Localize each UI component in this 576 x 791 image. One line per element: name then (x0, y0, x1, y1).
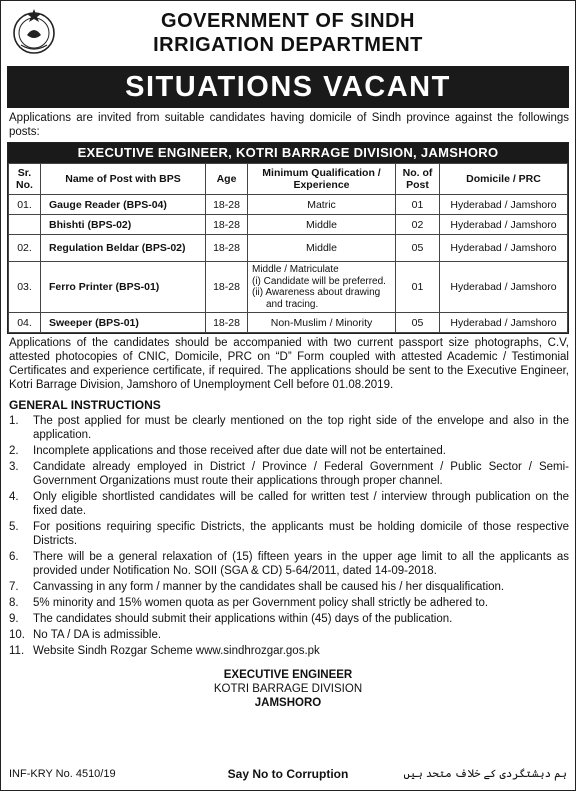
table-row (9, 215, 568, 235)
instruction-item: 11. Website Sindh Rozgar Scheme www.sindhrozgar.gos.pk (9, 645, 320, 657)
footer (9, 766, 567, 782)
department-title: IRRIGATION DEPARTMENT (153, 34, 423, 56)
age-cell: 18-28 (206, 195, 248, 215)
instructions-list (9, 414, 569, 658)
qualification-line: (ii) Awareness about drawing (252, 287, 381, 298)
sr-no-cell: 02. (9, 235, 41, 262)
instruction-item: 6. There will be a general relaxation of (15) fifteen years in the upper age limit to all the applicants as provided under Notification No. SOII (SGA & CD) 5-64/2011, dated 14-09-2018. (9, 551, 569, 577)
table-row (9, 195, 568, 215)
table-row (9, 235, 568, 262)
urdu-slogan: ہم دہشتگردی کے خلاف متحد ہیں (403, 768, 567, 780)
instruction-item: 4. Only eligible shortlisted candidates will be called for written test / interview through publication on the fixed date. (9, 491, 569, 517)
qualification-line: and tracing. (266, 298, 319, 310)
post-count-cell: 02 (396, 215, 440, 235)
table-row (9, 313, 568, 333)
column-header: No. of Post (396, 164, 440, 195)
instruction-item: 5. For positions requiring specific Districts, the applicants must be holding domicile of those respective Districts. (9, 521, 569, 547)
signatory-location: JAMSHORO (254, 697, 322, 709)
qualification-cell: Middle (248, 215, 396, 235)
instruction-item: 8. 5% minority and 15% women quota as per Government policy shall strictly be adhered to. (9, 597, 489, 609)
posts-table (8, 163, 568, 333)
age-cell: 18-28 (206, 313, 248, 333)
post-count-cell: 01 (396, 195, 440, 215)
post-name-cell: Bhishti (BPS-02) (41, 215, 206, 235)
qualification-line: (i) Candidate will be preferred. (252, 275, 386, 287)
qualification-cell (248, 262, 396, 313)
sr-no-cell (9, 215, 41, 235)
post-count-cell: 05 (396, 235, 440, 262)
posts-table-container (7, 142, 569, 334)
age-cell: 18-28 (206, 235, 248, 262)
situations-vacant-banner: SITUATIONS VACANT (7, 66, 569, 108)
column-header: Minimum Qualification / Experience (248, 164, 396, 195)
instruction-item: 7. Canvassing in any form / manner by the candidates shall be caused his / her disqualification. (9, 581, 505, 593)
signatory-title: EXECUTIVE ENGINEER (223, 669, 353, 681)
signature-block (1, 668, 575, 710)
instruction-item: 1. The post applied for must be clearly mentioned on the top right side of the envelope and also in the application. (9, 415, 569, 441)
post-name-cell: Sweeper (BPS-01) (41, 313, 206, 333)
domicile-cell: Hyderabad / Jamshoro (440, 215, 568, 235)
age-cell: 18-28 (206, 262, 248, 313)
column-header: Domicile / PRC (440, 164, 568, 195)
qualification-cell: Matric (248, 195, 396, 215)
table-row (9, 262, 568, 313)
domicile-cell: Hyderabad / Jamshoro (440, 235, 568, 262)
application-requirements-text: Applications of the candidates should be accompanied with two current passport size photographs, C.V, attested photocopies of CNIC, Domicile, PRC on “D” Form coupled with attested Academic / Testimonial Certificates and experience certificate, if required. The applications should be sent to the Executive Engineer, Kotri Barrage Division, Jamshoro of Unemployment Cell before 01.08.2019. (9, 337, 569, 391)
government-title: GOVERNMENT OF SINDH (161, 10, 415, 32)
post-count-cell: 05 (396, 313, 440, 333)
intro-text: Applications are invited from suitable candidates having domicile of Sindh province against the followings posts: (9, 112, 569, 138)
instruction-item: 2. Incomplete applications and those received after due date will not be entertained. (9, 445, 446, 457)
instruction-item: 3. Candidate already employed in District / Province / Federal Government / Public Sector / Semi-Government Organizations must route their applications through proper channel. (9, 461, 569, 487)
table-title: EXECUTIVE ENGINEER, KOTRI BARRAGE DIVISION, JAMSHORO (8, 143, 568, 163)
instruction-item: 10. No TA / DA is admissible. (9, 629, 162, 641)
sr-no-cell: 03. (9, 262, 41, 313)
post-name-cell: Gauge Reader (BPS-04) (41, 195, 206, 215)
domicile-cell: Hyderabad / Jamshoro (440, 262, 568, 313)
column-header: Name of Post with BPS (41, 164, 206, 195)
general-instructions-title: GENERAL INSTRUCTIONS (9, 398, 161, 412)
signatory-division: KOTRI BARRAGE DIVISION (213, 683, 363, 695)
post-count-cell: 01 (396, 262, 440, 313)
qualification-line: Middle / Matriculate (252, 264, 339, 275)
header (1, 1, 575, 59)
domicile-cell: Hyderabad / Jamshoro (440, 313, 568, 333)
instruction-item: 9. The candidates should submit their applications within (45) days of the publication. (9, 613, 453, 625)
post-name-cell: Regulation Beldar (BPS-02) (41, 235, 206, 262)
reference-number: INF-KRY No. 4510/19 (9, 768, 116, 780)
post-name-cell: Ferro Printer (BPS-01) (41, 262, 206, 313)
age-cell: 18-28 (206, 215, 248, 235)
sr-no-cell: 04. (9, 313, 41, 333)
column-header: Sr. No. (9, 164, 41, 195)
column-header: Age (206, 164, 248, 195)
qualification-cell: Non-Muslim / Minority (248, 313, 396, 333)
domicile-cell: Hyderabad / Jamshoro (440, 195, 568, 215)
table-header-row (9, 164, 568, 195)
qualification-cell: Middle (248, 235, 396, 262)
anti-corruption-slogan: Say No to Corruption (227, 767, 349, 781)
sr-no-cell: 01. (9, 195, 41, 215)
